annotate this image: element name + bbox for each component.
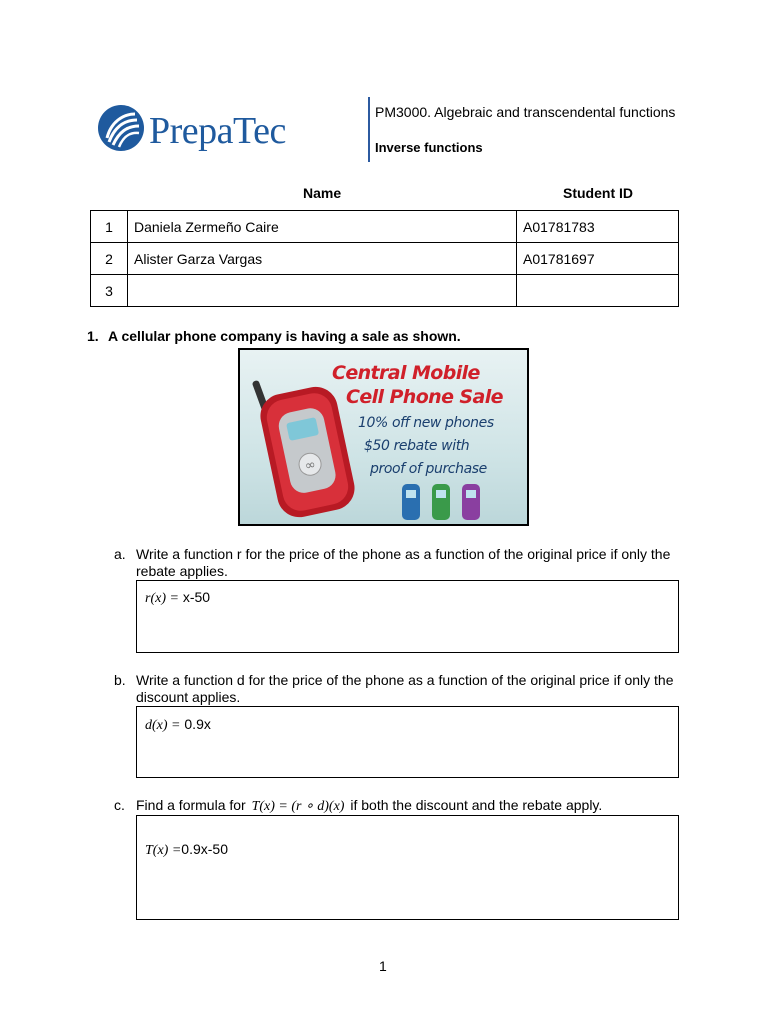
- sale-advertisement-image: [238, 348, 529, 526]
- row-number: 3: [91, 275, 128, 307]
- student-name: [128, 275, 517, 307]
- topic-title: Inverse functions: [375, 140, 483, 155]
- students-table: [90, 210, 679, 307]
- student-id: [517, 275, 679, 307]
- table-row: [91, 211, 679, 243]
- header-divider: [368, 97, 370, 162]
- promo-discount-line: 10% off new phones: [358, 415, 494, 431]
- part-c-formula: T(x) = (r ∘ d)(x): [251, 799, 345, 814]
- part-b-line1: Write a function d for the price of the phone as a function of the original price if only the: [136, 672, 674, 688]
- promo-title-line2: Cell Phone Sale: [346, 386, 503, 408]
- promo-title-line1: Central Mobile: [332, 362, 480, 384]
- table-row: [91, 275, 679, 307]
- flame-emblem-icon: [97, 104, 145, 152]
- part-b-answer: [145, 716, 211, 734]
- part-c-letter: c.: [114, 797, 125, 813]
- part-c-text-before: Find a formula for: [136, 797, 246, 813]
- part-a-answer-value: x-50: [182, 589, 211, 605]
- question-text: A cellular phone company is having a sale as shown.: [108, 328, 461, 344]
- student-id: A01781697: [517, 243, 679, 275]
- part-c-answer-value: 0.9x-50: [181, 841, 228, 857]
- row-number: 1: [91, 211, 128, 243]
- course-title: PM3000. Algebraic and transcendental functions: [375, 104, 676, 120]
- promo-proof-line: proof of purchase: [370, 461, 487, 477]
- student-name: Daniela Zermeño Caire: [128, 211, 517, 243]
- part-b-text: [136, 672, 696, 706]
- student-id: A01781783: [517, 211, 679, 243]
- part-b-answer-label: d(x) =: [145, 718, 181, 733]
- part-c-text: [136, 797, 696, 815]
- table-header-student-id: Student ID: [563, 185, 633, 201]
- table-row: [91, 243, 679, 275]
- mini-phones-icon: [400, 480, 490, 524]
- prepatec-logo: [97, 103, 297, 153]
- part-a-answer: [145, 589, 210, 607]
- part-c-answer-box[interactable]: [136, 815, 679, 920]
- part-b-answer-value: 0.9x: [184, 716, 211, 732]
- svg-text:∞: ∞: [303, 457, 318, 475]
- part-a-text: [136, 546, 696, 580]
- part-c-answer-label: T(x) =: [145, 843, 182, 858]
- part-a-answer-label: r(x) =: [145, 591, 179, 606]
- part-a-answer-box[interactable]: [136, 580, 679, 653]
- part-b-answer-box[interactable]: [136, 706, 679, 778]
- question-number: 1.: [87, 328, 99, 344]
- part-b-letter: b.: [114, 672, 126, 688]
- part-a-line1: Write a function r for the price of the phone as a function of the original price if only the: [136, 546, 671, 562]
- student-name: Alister Garza Vargas: [128, 243, 517, 275]
- part-a-letter: a.: [114, 546, 126, 562]
- logo-wordmark: PrepaTec: [149, 110, 286, 152]
- part-b-line2: discount applies.: [136, 689, 241, 705]
- part-a-line2: rebate applies.: [136, 563, 228, 579]
- part-c-text-after: if both the discount and the rebate apply.: [350, 797, 603, 813]
- part-c-answer: [145, 841, 228, 859]
- row-number: 2: [91, 243, 128, 275]
- promo-rebate-line: $50 rebate with: [364, 438, 470, 454]
- page-number: 1: [379, 958, 387, 974]
- table-header-name: Name: [303, 185, 342, 201]
